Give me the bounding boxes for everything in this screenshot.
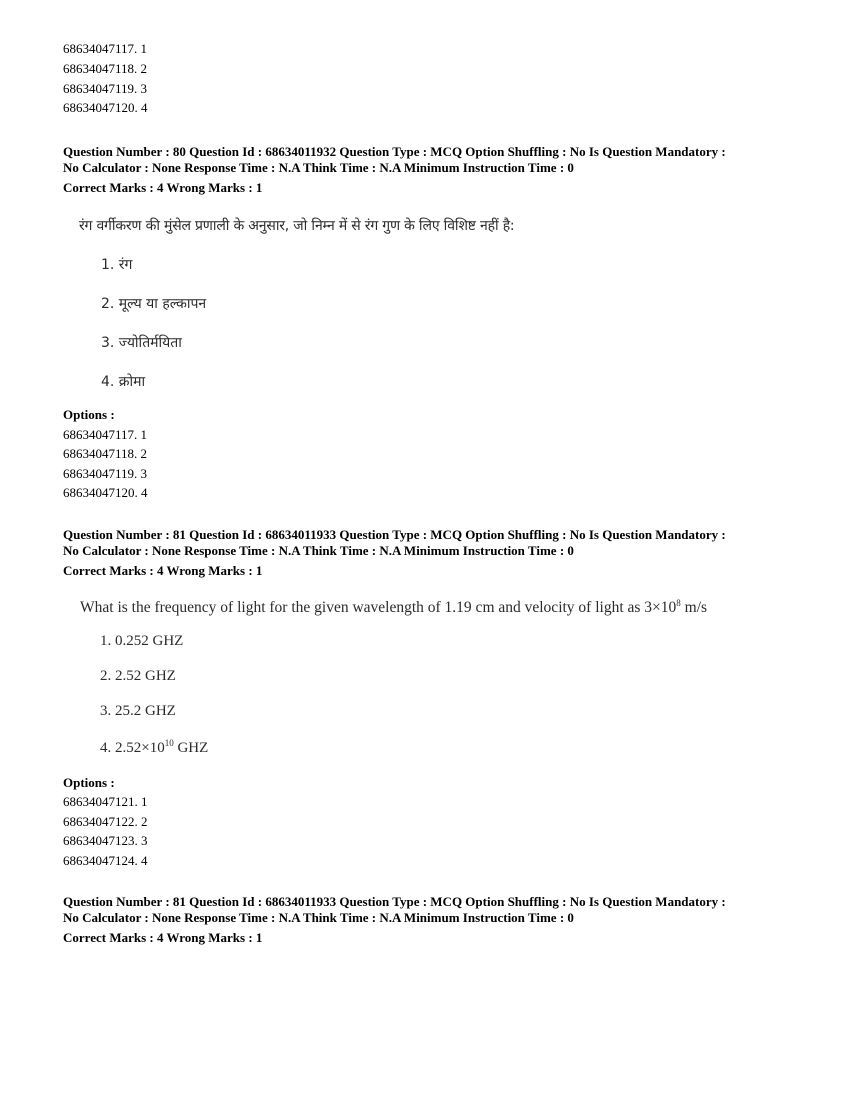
- meta-line-1: Question Number : 81 Question Id : 68634011933 Question Type : MCQ Option Shuffling : No Is Question Mandatory :: [63, 894, 726, 910]
- choice-2: 2. 2.52 GHZ: [100, 667, 176, 684]
- marks-line: Correct Marks : 4 Wrong Marks : 1: [63, 562, 263, 578]
- choice-4-unit: GHZ: [173, 739, 209, 756]
- choice-1: 1. 0.252 GHZ: [100, 632, 184, 649]
- question-stem: [80, 599, 823, 617]
- meta-line-2: No Calculator : None Response Time : N.A Think Time : N.A Minimum Instruction Time : 0: [63, 160, 574, 176]
- choice-4-text: 4. 2.52×10: [100, 739, 165, 756]
- option-row: 68634047117. 1: [63, 41, 148, 56]
- option-row: 68634047122. 2: [63, 813, 148, 829]
- meta-line-2: No Calculator : None Response Time : N.A Think Time : N.A Minimum Instruction Time : 0: [63, 542, 574, 558]
- option-row: 68634047120. 4: [63, 100, 148, 116]
- question-81-block: [63, 527, 823, 871]
- marks-line: Correct Marks : 4 Wrong Marks : 1: [63, 180, 263, 196]
- question-meta: [63, 527, 823, 579]
- meta-line-2: No Calculator : None Response Time : N.A Think Time : N.A Minimum Instruction Time : 0: [63, 910, 574, 926]
- options-label: Options :: [63, 774, 115, 790]
- options-list-previous: [63, 39, 823, 118]
- option-row: 68634047119. 3: [63, 465, 148, 481]
- choice-4-exponent: 10: [164, 737, 174, 748]
- choice-2: 2. मूल्य या हल्कापन: [101, 296, 207, 313]
- question-81-repeat-block: [63, 894, 823, 946]
- choice-3: 3. ज्योतिर्मयिता: [101, 335, 182, 352]
- choice-4: [100, 737, 823, 757]
- option-row: 68634047117. 1: [63, 426, 148, 442]
- marks-line: Correct Marks : 4 Wrong Marks : 1: [63, 930, 263, 946]
- option-row: 68634047124. 4: [63, 852, 148, 868]
- meta-line-1: Question Number : 80 Question Id : 68634011932 Question Type : MCQ Option Shuffling : No Is Question Mandatory :: [63, 144, 726, 160]
- stem-text: What is the frequency of light for the given wavelength of 1.19 cm and velocity of light as 3×10: [80, 598, 677, 616]
- choice-4: 4. क्रोमा: [101, 374, 146, 391]
- document-page: [63, 39, 823, 946]
- option-row: 68634047121. 1: [63, 794, 148, 810]
- option-row: 68634047118. 2: [63, 446, 148, 462]
- option-row: 68634047123. 3: [63, 833, 148, 849]
- question-image: [80, 599, 823, 757]
- options-section: [63, 773, 823, 871]
- option-row: 68634047120. 4: [63, 485, 148, 501]
- options-section: [63, 405, 823, 503]
- question-meta: [63, 894, 823, 946]
- question-meta: [63, 144, 823, 196]
- option-row: 68634047119. 3: [63, 80, 148, 96]
- question-80-block: [63, 144, 823, 503]
- stem-unit: m/s: [680, 598, 708, 616]
- question-image: [63, 216, 823, 391]
- choice-1: 1. रंग: [101, 257, 133, 274]
- option-row: 68634047118. 2: [63, 60, 148, 76]
- options-label: Options :: [63, 407, 115, 423]
- stem-exponent: 8: [676, 597, 681, 608]
- question-stem: रंग वर्गीकरण की मुंसेल प्रणाली के अनुसार, जो निम्न में से रंग गुण के लिए विशिष्ट नहीं है:: [79, 218, 515, 235]
- choice-3: 3. 25.2 GHZ: [100, 702, 176, 719]
- meta-line-1: Question Number : 81 Question Id : 68634011933 Question Type : MCQ Option Shuffling : No Is Question Mandatory :: [63, 526, 726, 542]
